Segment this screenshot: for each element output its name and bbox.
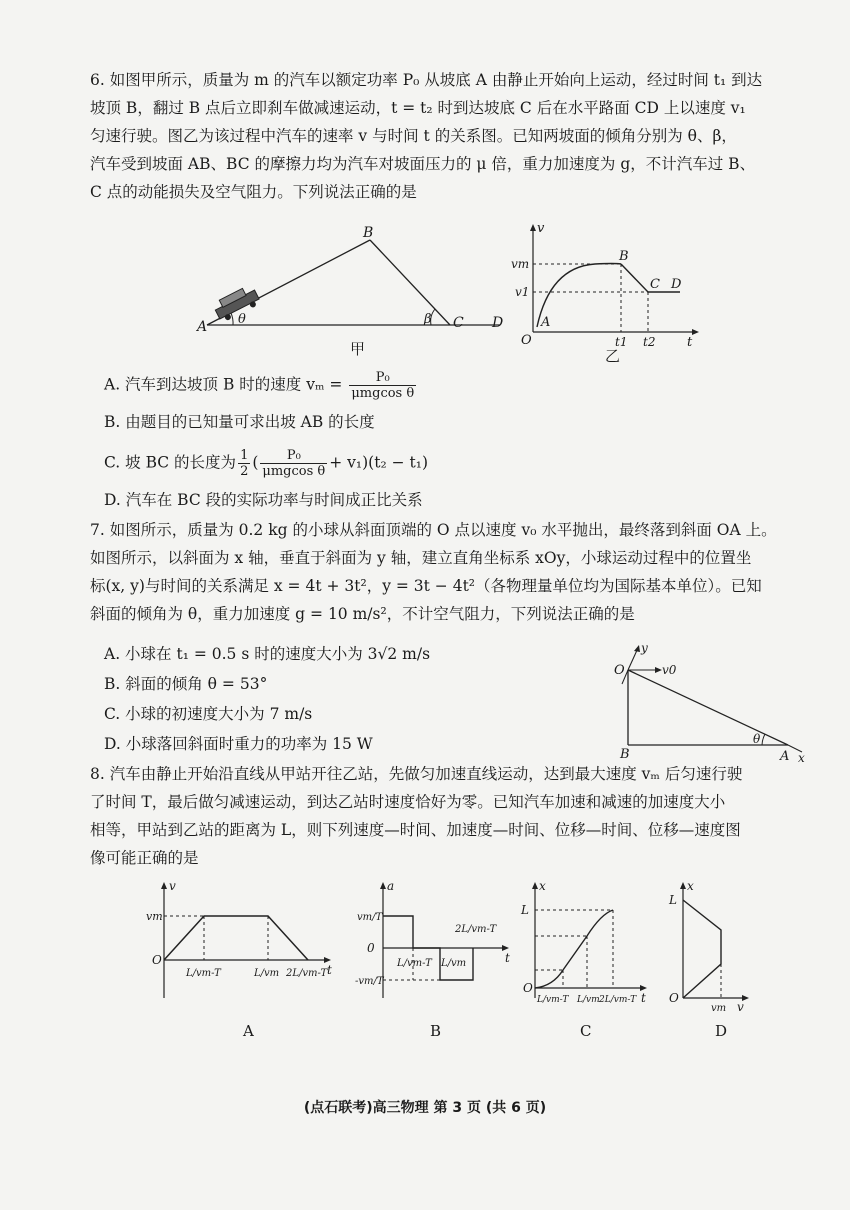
q8c-tick1: L/vm-T bbox=[537, 995, 569, 1005]
q7-label-x: x bbox=[798, 751, 805, 765]
q8a-vm: vm bbox=[146, 910, 163, 923]
q7-line-3: 标(x, y)与时间的关系满足 x = 4t + 3t²，y = 3t − 4t²（各物理量单位均为国际基本单位）。已知 bbox=[90, 577, 762, 595]
q8c-t-axis: t bbox=[641, 991, 646, 1005]
q8b-a-axis: a bbox=[387, 879, 395, 893]
q7-line-1: 7. 如图所示，质量为 0.2 kg 的小球从斜面顶端的 O 点以速度 v₀ 水平抛出，最终落到斜面 OA 上。 bbox=[90, 521, 777, 539]
q8b-tick1: L/vm-T bbox=[397, 958, 432, 969]
q7-figure-incline bbox=[610, 640, 810, 765]
q6-yi-D: D bbox=[671, 277, 682, 292]
q8b-neg-vmT: -vm/T bbox=[355, 976, 384, 987]
q6-option-c: C. 坡 BC 的长度为 $\frac{1}{2}$ ( $\frac{\text{P₀}}{\text{μmgcos θ}}$ + v₁)(t₂ − t₁) bbox=[104, 448, 429, 479]
q8b-t-axis: t bbox=[505, 951, 510, 965]
q8-line-2: 了时间 T，最后做匀减速运动，到达乙站时速度恰好为零。已知汽车加速和减速的加速度大小 bbox=[90, 793, 726, 811]
q7-line-2: 如图所示，以斜面为 x 轴，垂直于斜面为 y 轴，建立直角坐标系 xOy，小球运动过程中的位置坐 bbox=[90, 549, 752, 567]
q8c-tick2: L/vm bbox=[577, 995, 600, 1005]
q6-label-D: D bbox=[492, 315, 504, 331]
q8c-L: L bbox=[521, 903, 529, 917]
q8-graph-b bbox=[355, 880, 515, 1005]
q7-option-c: C. 小球的初速度大小为 7 m/s bbox=[104, 705, 313, 723]
q8a-t-axis: t bbox=[327, 963, 332, 977]
q6-yi-t-axis: t bbox=[687, 335, 693, 350]
q8-graph-a bbox=[142, 880, 342, 1005]
q8-graph-d bbox=[665, 879, 755, 1014]
q8c-origin: O bbox=[523, 981, 533, 995]
q7-label-B: B bbox=[620, 747, 630, 762]
q6-yi-t2: t2 bbox=[643, 335, 656, 349]
q7-option-d: D. 小球落回斜面时重力的功率为 15 W bbox=[104, 735, 373, 753]
q6-line-3: 匀速行驶。图乙为该过程中汽车的速率 v 与时间 t 的关系图。已知两坡面的倾角分别为 θ、β， bbox=[90, 127, 737, 145]
q7-label-O: O bbox=[614, 663, 625, 678]
q8-line-4: 像可能正确的是 bbox=[90, 849, 199, 867]
q6-label-A: A bbox=[197, 319, 208, 335]
q8d-vm: vm bbox=[711, 1003, 727, 1014]
q8-line-1: 8. 汽车由静止开始沿直线从甲站开往乙站，先做匀加速直线运动，达到最大速度 vₘ 后匀速行驶 bbox=[90, 765, 743, 783]
q6-figure-yi bbox=[505, 222, 705, 362]
q6-line-4: 汽车受到坡面 AB、BC 的摩擦力均为汽车对坡面压力的 μ 倍，重力加速度为 g，不计汽车过 B、 bbox=[90, 155, 756, 173]
q6-yi-origin: O bbox=[521, 333, 532, 348]
q6-option-a: A. 汽车到达坡顶 B 时的速度 vₘ = $\frac{\text{P₀}}{\text{μmgcos θ}}$ bbox=[104, 370, 415, 401]
q6-label-B: B bbox=[363, 225, 374, 241]
q6-option-b: B. 由题目的已知量可求出坡 AB 的长度 bbox=[104, 413, 375, 431]
q7-line-4: 斜面的倾角为 θ，重力加速度 g = 10 m/s²，不计空气阻力，下列说法正确的是 bbox=[90, 605, 635, 623]
q8b-vmT: vm/T bbox=[357, 912, 383, 923]
q8a-tick2: L/vm bbox=[254, 968, 280, 979]
q8d-origin: O bbox=[669, 991, 679, 1005]
q7-label-y: y bbox=[641, 641, 648, 655]
q8b-zero: 0 bbox=[367, 941, 375, 955]
q6-yi-v-axis: v bbox=[537, 221, 545, 236]
q7-label-theta: θ bbox=[753, 732, 761, 746]
q8d-x-axis: x bbox=[687, 879, 694, 893]
q8b-tick3: 2L/vm-T bbox=[455, 924, 497, 935]
q6-label-beta: β bbox=[424, 312, 432, 327]
q7-option-a: A. 小球在 t₁ = 0.5 s 时的速度大小为 3√2 m/s bbox=[104, 645, 431, 663]
q7-label-A: A bbox=[780, 749, 790, 764]
q6-option-d: D. 汽车在 BC 段的实际功率与时间成正比关系 bbox=[104, 491, 423, 509]
q8a-v-axis: v bbox=[169, 879, 176, 893]
q8-graph-label-d: D bbox=[715, 1022, 728, 1040]
q6-label-C: C bbox=[453, 315, 464, 331]
q8c-x-axis: x bbox=[539, 879, 546, 893]
q8a-tick1: L/vm-T bbox=[186, 968, 221, 979]
q8d-L: L bbox=[669, 893, 677, 907]
q6-line-2: 坡顶 B，翻过 B 点后立即刹车做减速运动，t = t₂ 时到达坡底 C 后在水平路面 CD 上以速度 v₁ bbox=[90, 99, 746, 117]
q6-figure-jia bbox=[195, 225, 515, 355]
q6-yi-t1: t1 bbox=[615, 335, 628, 349]
q8d-v-axis: v bbox=[737, 1000, 744, 1014]
q6-yi-vm: vm bbox=[511, 257, 530, 271]
q8-graph-label-b: B bbox=[430, 1022, 442, 1040]
q8c-tick3: 2L/vm-T bbox=[599, 995, 637, 1005]
q6-line-5: C 点的动能损失及空气阻力。下列说法正确的是 bbox=[90, 183, 417, 201]
q8-graph-label-c: C bbox=[580, 1022, 592, 1040]
q8-graph-c bbox=[515, 880, 655, 1005]
q8a-origin: O bbox=[152, 953, 162, 967]
q7-label-v0: v0 bbox=[662, 663, 677, 677]
q8-graph-label-a: A bbox=[243, 1022, 254, 1040]
q8b-tick2: L/vm bbox=[441, 958, 467, 969]
q6-yi-B: B bbox=[619, 249, 629, 264]
q6-yi-A: A bbox=[541, 315, 551, 330]
q6-line-1: 6. 如图甲所示，质量为 m 的汽车以额定功率 P₀ 从坡底 A 由静止开始向上运动，经过时间 t₁ 到达 bbox=[90, 71, 763, 89]
q6-yi-v1: v1 bbox=[515, 285, 530, 299]
q6-caption-jia: 甲 bbox=[350, 340, 366, 358]
q6-yi-C: C bbox=[650, 277, 660, 292]
page-footer: (点石联考)高三物理 第 3 页 (共 6 页) bbox=[303, 1100, 547, 1116]
q8-line-3: 相等，甲站到乙站的距离为 L，则下列速度—时间、加速度—时间、位移—时间、位移—速度图 bbox=[90, 821, 741, 839]
q8a-tick3: 2L/vm-T bbox=[286, 968, 328, 979]
q7-option-b: B. 斜面的倾角 θ = 53° bbox=[104, 675, 268, 693]
q6-caption-yi: 乙 bbox=[605, 347, 621, 365]
q6-label-theta: θ bbox=[238, 312, 246, 327]
